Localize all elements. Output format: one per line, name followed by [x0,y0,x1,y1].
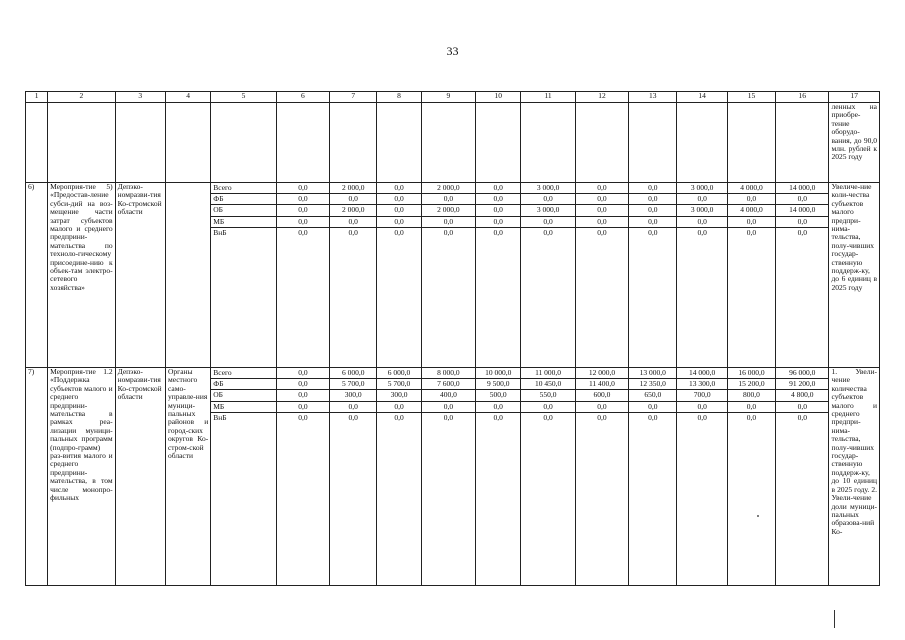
amount-value: 11 000,0 [521,368,574,379]
program-table [25,91,880,586]
amount-value: 12 350,0 [629,379,676,390]
amount-value: 16 000,0 [728,368,775,379]
participant: Органы местного само-управле-ния муници-пальных районов и город-ских округов Ко-стром-ской области [165,368,210,586]
col-header: 4 [165,92,210,103]
year-values [521,183,575,368]
col-header: 15 [727,92,775,103]
amount-value: 3 000,0 [521,183,574,194]
amount-value: 400,0 [422,390,475,401]
col-header: 1 [26,92,48,103]
year-values [476,183,521,368]
measure-name: Мероприя-тие 5) «Предостав-ление субси-дий на воз-мещение части затрат субъектов малого и среднего предприни-мательства по техноло-гическому присоедине-нию к объек-там электро-сетевого хозяйства» [48,183,115,368]
amount-value: 0,0 [476,194,520,205]
amount-value: 0,0 [298,227,308,237]
amount-value: 0,0 [648,412,658,422]
amount-value: 0,0 [746,227,757,237]
funding-source-label: ФБ [211,379,275,390]
cell [575,103,628,183]
amount-value: 2 000,0 [330,205,376,216]
amount-value: 3 000,0 [677,205,726,216]
cell [26,103,48,183]
measure-name: Мероприя-тие 1.2 «Поддержка субъектов малого и среднего предприни-мательства в рамках реа-лизации муници-пальных программ (подпро-грамм) раз-вития малого и среднего предприни-мательства, в том числе монопро-фильных [48,368,115,586]
funding-source-label: ФБ [211,194,275,205]
funding-source-label: ВнБ [213,412,227,422]
amount-value: 0,0 [677,402,726,413]
amount-value: 14 000,0 [677,368,726,379]
amount-value: 96 000,0 [776,368,828,379]
year-values [276,368,329,586]
amount-value: 300,0 [330,390,376,401]
amount-value: 0,0 [422,194,475,205]
amount-value: 0,0 [576,402,628,413]
funding-source-label: ВнБ [213,227,227,237]
amount-value: 0,0 [776,217,828,228]
year-values [677,183,727,368]
col-header: 17 [829,92,880,103]
amount-value: 550,0 [521,390,574,401]
amount-value: 650,0 [629,390,676,401]
cell [276,103,329,183]
amount-value: 3 000,0 [677,183,726,194]
total-values [776,183,829,368]
amount-value: 0,0 [776,194,828,205]
col-header: 12 [575,92,628,103]
cell [165,103,210,183]
amount-value: 0,0 [377,402,420,413]
amount-value: 0,0 [797,412,807,422]
amount-value: 0,0 [629,194,676,205]
scan-dot [757,515,759,517]
amount-value: 12 000,0 [576,368,628,379]
amount-value: 6 000,0 [377,368,420,379]
amount-value: 0,0 [277,379,329,390]
amount-value: 0,0 [776,402,828,413]
amount-value: 0,0 [576,205,628,216]
amount-value: 4 000,0 [728,205,775,216]
cell [476,103,521,183]
cell [776,103,829,183]
funding-source-label: Всего [211,183,275,194]
executor: Депэко-номразви-тия Ко-стромской области [115,183,165,368]
cell [377,103,421,183]
amount-value: 0,0 [629,402,676,413]
total-values [776,368,829,586]
col-header: 16 [776,92,829,103]
year-values [727,368,775,586]
amount-value: 0,0 [330,402,376,413]
year-values [421,368,475,586]
amount-value: 0,0 [377,217,420,228]
amount-value: 0,0 [394,227,404,237]
year-values [476,368,521,586]
amount-value: 0,0 [629,183,676,194]
amount-value: 0,0 [629,217,676,228]
col-header: 3 [115,92,165,103]
amount-value: 0,0 [576,217,628,228]
year-values [727,183,775,368]
amount-value: 0,0 [443,412,454,422]
funding-sources [211,368,276,586]
amount-value: 0,0 [629,205,676,216]
cell [330,103,377,183]
row-6 [26,183,880,368]
amount-value: 0,0 [521,217,574,228]
amount-value: 0,0 [597,412,607,422]
amount-value: 0,0 [648,227,658,237]
amount-value: 0,0 [277,217,329,228]
amount-value: 0,0 [422,217,475,228]
year-values [521,368,575,586]
year-values [575,183,628,368]
col-header: 9 [421,92,475,103]
amount-value: 0,0 [728,194,775,205]
cell [48,103,115,183]
page-number: 33 [446,44,459,58]
amount-value: 0,0 [277,402,329,413]
cell [727,103,775,183]
funding-source-label: ОБ [211,390,275,401]
amount-value: 5 700,0 [330,379,376,390]
amount-value: 13 300,0 [677,379,726,390]
continuation-row [26,103,880,183]
amount-value: 0,0 [597,227,607,237]
cell [421,103,475,183]
amount-value: 0,0 [493,227,503,237]
cell [521,103,575,183]
amount-value: 0,0 [576,183,628,194]
col-header: 8 [377,92,421,103]
result-cell: Увеличе-ние коли-чества субъектов малого предпри-нима-тельства, полу-чивших государ-ственную поддерж-ку, до 6 единиц в 2025 году [829,183,880,368]
row-number: 7) [26,368,48,586]
amount-value: 0,0 [377,194,420,205]
amount-value: 15 200,0 [728,379,775,390]
amount-value: 4 800,0 [776,390,828,401]
amount-value: 2 000,0 [330,183,376,194]
amount-value: 700,0 [677,390,726,401]
funding-source-label: МБ [211,217,275,228]
amount-value: 10 450,0 [521,379,574,390]
amount-value: 0,0 [476,217,520,228]
cell [115,103,165,183]
amount-value: 91 200,0 [776,379,828,390]
row-7 [26,368,880,586]
amount-value: 600,0 [576,390,628,401]
amount-value: 0,0 [394,412,404,422]
amount-value: 0,0 [543,412,553,422]
scan-mark [834,610,835,628]
col-header: 6 [276,92,329,103]
amount-value: 0,0 [746,412,757,422]
col-header: 11 [521,92,575,103]
result-cell: ленных на приобре-тение оборудо-вания, до 90,0 млн. рублей к 2025 году [829,103,880,183]
funding-source-label: Всего [211,368,275,379]
cell [211,103,276,183]
executor: Депэко-номразви-тия Ко-стромской области [115,368,165,586]
year-values [276,183,329,368]
amount-value: 0,0 [476,183,520,194]
amount-value: 0,0 [576,194,628,205]
amount-value: 0,0 [677,194,726,205]
amount-value: 0,0 [377,205,420,216]
col-header: 10 [476,92,521,103]
col-header: 7 [330,92,377,103]
funding-source-label: ОБ [211,205,275,216]
amount-value: 0,0 [377,183,420,194]
amount-value: 14 000,0 [776,205,828,216]
amount-value: 6 000,0 [330,368,376,379]
amount-value: 3 000,0 [521,205,574,216]
amount-value: 0,0 [277,390,329,401]
amount-value: 0,0 [521,194,574,205]
amount-value: 14 000,0 [776,183,828,194]
amount-value: 300,0 [377,390,420,401]
funding-sources [211,183,276,368]
cell [629,103,677,183]
amount-value: 0,0 [521,402,574,413]
amount-value: 5 700,0 [377,379,420,390]
year-values [575,368,628,586]
amount-value: 13 000,0 [629,368,676,379]
col-header: 2 [48,92,115,103]
year-values [330,183,377,368]
year-values [377,368,421,586]
amount-value: 0,0 [677,217,726,228]
year-values [377,183,421,368]
col-header: 13 [629,92,677,103]
amount-value: 7 600,0 [422,379,475,390]
result-cell: 1. Увели-чение количества субъектов малого и среднего предпри-нима-тельства, полу-чивших государ-ственную поддерж-ку, до 10 единиц в 2025 году. 2. Увели-чение доли муници-пальных образова-ний Ко- [829,368,880,586]
amount-value: 9 500,0 [476,379,520,390]
participant [165,183,210,368]
year-values [677,368,727,586]
header-row [26,92,880,103]
amount-value: 10 000,0 [476,368,520,379]
amount-value: 0,0 [277,205,329,216]
amount-value: 0,0 [422,402,475,413]
amount-value: 0,0 [348,412,358,422]
year-values [421,183,475,368]
amount-value: 0,0 [277,194,329,205]
amount-value: 0,0 [277,183,329,194]
col-header: 14 [677,92,727,103]
amount-value: 4 000,0 [728,183,775,194]
year-values [330,368,377,586]
amount-value: 0,0 [330,217,376,228]
amount-value: 0,0 [493,412,503,422]
amount-value: 2 000,0 [422,183,475,194]
amount-value: 11 400,0 [576,379,628,390]
amount-value: 500,0 [476,390,520,401]
amount-value: 2 000,0 [422,205,475,216]
amount-value: 0,0 [348,227,358,237]
year-values [629,183,677,368]
cell [677,103,727,183]
amount-value: 0,0 [697,227,707,237]
amount-value: 0,0 [330,194,376,205]
amount-value: 0,0 [697,412,707,422]
row-number: 6) [26,183,48,368]
amount-value: 0,0 [728,402,775,413]
amount-value: 0,0 [728,217,775,228]
amount-value: 0,0 [476,402,520,413]
amount-value: 0,0 [277,368,329,379]
funding-source-label: МБ [211,402,275,413]
amount-value: 0,0 [797,227,807,237]
amount-value: 800,0 [728,390,775,401]
amount-value: 0,0 [443,227,454,237]
year-values [629,368,677,586]
amount-value: 0,0 [476,205,520,216]
amount-value: 8 000,0 [422,368,475,379]
amount-value: 0,0 [298,412,308,422]
col-header: 5 [211,92,276,103]
amount-value: 0,0 [543,227,553,237]
